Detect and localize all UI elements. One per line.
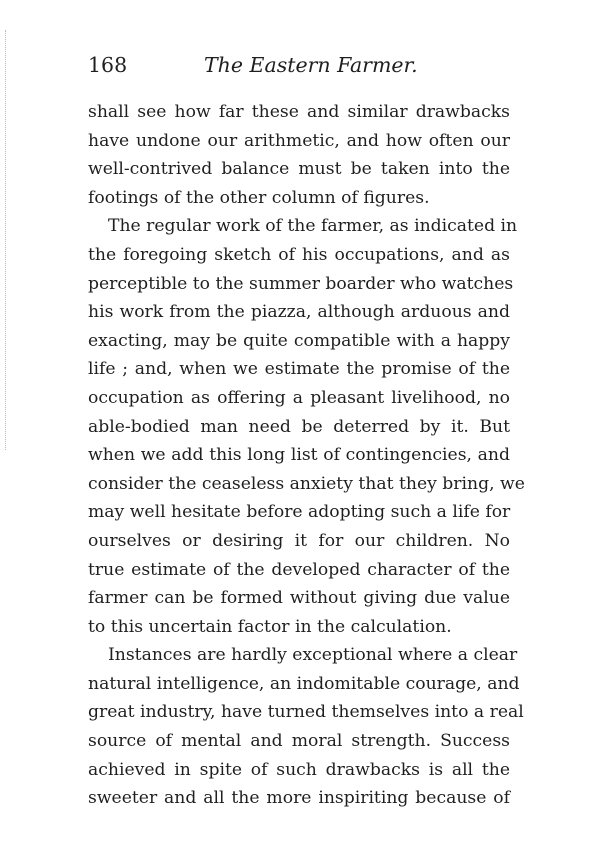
page-number: 168 <box>88 53 128 77</box>
text-line: life ; and, when we estimate the promise of the <box>88 359 510 380</box>
page-edge-marks <box>5 30 8 450</box>
text-line: exacting, may be quite compatible with a happy <box>88 330 510 351</box>
text-line: true estimate of the developed character of the <box>88 559 510 580</box>
body-text <box>88 98 525 813</box>
text-line: shall see how far these and similar drawbacks <box>88 102 510 122</box>
text-line: farmer can be formed without giving due value <box>88 588 510 609</box>
text-line: sweeter and all the more inspiriting because of <box>88 788 510 809</box>
text-line: when we add this long list of contingencies, and <box>88 445 510 466</box>
text-line: natural intelligence, an indomitable courage, and <box>88 673 520 694</box>
text-line: have undone our arithmetic, and how often our <box>88 130 510 151</box>
text-line: perceptible to the summer boarder who watches <box>88 273 514 294</box>
text-line: great industry, have turned themselves into a real <box>88 702 524 723</box>
text-line: ourselves or desiring it for our children. No <box>88 530 510 551</box>
text-line: source of mental and moral strength. Success <box>88 731 510 752</box>
text-line: occupation as offering a pleasant livelihood, no <box>88 387 510 408</box>
text-line: achieved in spite of such drawbacks is all the <box>88 759 510 780</box>
text-line: Instances are hardly exceptional where a clear <box>108 645 518 666</box>
page-header <box>88 49 510 81</box>
text-line: the foregoing sketch of his occupations, and as <box>88 244 510 265</box>
running-title: The Eastern Farmer. <box>204 53 418 77</box>
text-line: consider the ceaseless anxiety that they bring, we <box>88 473 525 494</box>
text-line: The regular work of the farmer, as indicated in <box>108 216 518 237</box>
text-line: to this uncertain factor in the calculation. <box>88 616 452 637</box>
text-line: well-contrived balance must be taken into the <box>88 159 510 180</box>
text-line: his work from the piazza, although arduous and <box>88 302 510 323</box>
text-line: footings of the other column of figures. <box>88 187 430 208</box>
text-line: able-bodied man need be deterred by it. But <box>88 416 510 437</box>
text-line: may well hesitate before adopting such a life for <box>88 502 511 523</box>
